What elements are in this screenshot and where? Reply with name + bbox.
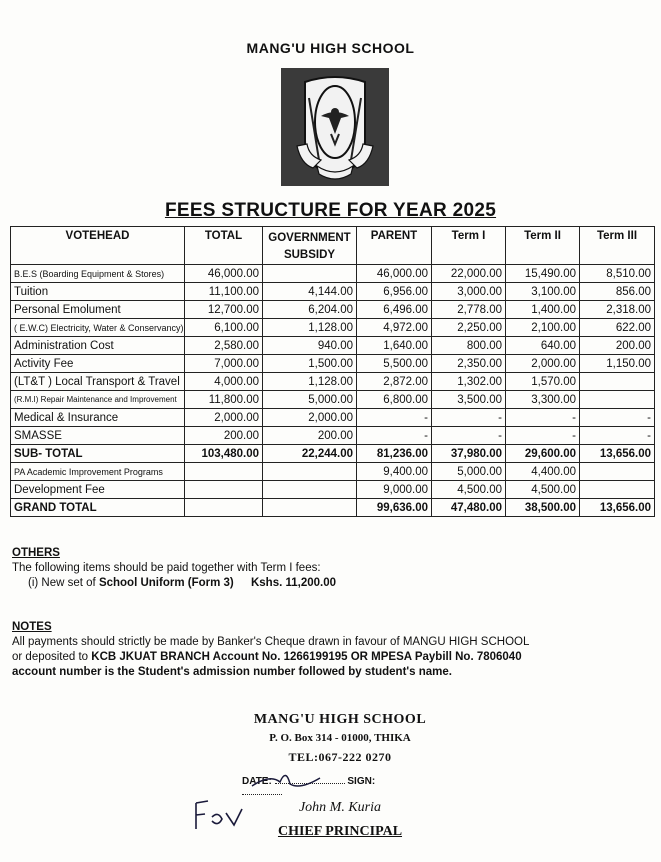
total-cell: 46,000.00 <box>185 265 263 283</box>
school-name-header: MANG'U HIGH SCHOOL <box>246 40 415 56</box>
parent-cell: 6,800.00 <box>357 391 432 409</box>
gov-cell: 1,500.00 <box>263 355 357 373</box>
table-row <box>11 265 655 283</box>
total-cell: 6,100.00 <box>185 319 263 337</box>
gov-cell: 2,000.00 <box>263 409 357 427</box>
col-government-subsidy: GOVERNMENT SUBSIDY <box>263 227 357 265</box>
grand-total-row <box>11 499 655 517</box>
gov-cell: 200.00 <box>263 427 357 445</box>
table-row <box>11 337 655 355</box>
term1-cell: 2,778.00 <box>432 301 506 319</box>
table-row <box>11 481 655 499</box>
col-total: TOTAL <box>185 227 263 265</box>
others-item-prefix: (i) New set of <box>28 577 99 589</box>
gov-cell: 1,128.00 <box>263 373 357 391</box>
table-row <box>11 283 655 301</box>
term3-cell: 2,318.00 <box>580 301 655 319</box>
table-row <box>11 427 655 445</box>
table-row <box>11 409 655 427</box>
total-cell <box>185 481 263 499</box>
term1-cell: 22,000.00 <box>432 265 506 283</box>
stamp-school-name: MANG'U HIGH SCHOOL <box>253 712 427 727</box>
table-row <box>11 373 655 391</box>
table-row <box>11 319 655 337</box>
parent-cell: 1,640.00 <box>357 337 432 355</box>
total-cell: 2,580.00 <box>185 337 263 355</box>
date-label: DATE: <box>242 776 272 787</box>
principal-title: CHIEF PRINCIPAL <box>277 824 403 839</box>
total-cell <box>185 463 263 481</box>
votehead-cell: Personal Emolument <box>11 301 185 319</box>
term1-cell: 1,302.00 <box>432 373 506 391</box>
term2-cell: 38,500.00 <box>506 499 580 517</box>
votehead-cell: PA Academic Improvement Programs <box>11 463 185 481</box>
votehead-cell: ( E.W.C) Electricity, Water & Conservancy) <box>11 319 185 337</box>
parent-cell: 81,236.00 <box>357 445 432 463</box>
votehead-cell: SMASSE <box>11 427 185 445</box>
parent-cell: 4,972.00 <box>357 319 432 337</box>
gov-cell: 4,144.00 <box>263 283 357 301</box>
parent-cell: 9,400.00 <box>357 463 432 481</box>
others-heading: OTHERS <box>12 547 60 559</box>
term2-cell: 15,490.00 <box>506 265 580 283</box>
gov-cell <box>263 265 357 283</box>
total-cell: 200.00 <box>185 427 263 445</box>
total-cell: 12,700.00 <box>185 301 263 319</box>
notes-line-1: All payments should strictly be made by Banker's Cheque drawn in favour of MANGU HIGH SCHOOL <box>12 636 530 648</box>
term3-cell <box>580 463 655 481</box>
parent-cell: 5,500.00 <box>357 355 432 373</box>
term3-cell: 1,150.00 <box>580 355 655 373</box>
gov-cell: 1,128.00 <box>263 319 357 337</box>
votehead-cell: (R.M.I) Repair Maintenance and Improvement <box>11 391 185 409</box>
others-section <box>12 546 336 591</box>
term1-cell: 800.00 <box>432 337 506 355</box>
votehead-cell: SUB- TOTAL <box>11 445 185 463</box>
stamp-address: P. O. Box 314 - 01000, THIKA <box>269 732 411 744</box>
notes-line-2 <box>12 650 652 665</box>
votehead-cell: Medical & Insurance <box>11 409 185 427</box>
gov-cell: 6,204.00 <box>263 301 357 319</box>
term2-cell: 3,300.00 <box>506 391 580 409</box>
school-crest-logo <box>281 68 389 186</box>
term3-cell <box>580 481 655 499</box>
term2-cell: 1,400.00 <box>506 301 580 319</box>
others-intro: The following items should be paid together with Term I fees: <box>12 562 321 574</box>
others-item-form: (Form 3) <box>184 577 234 589</box>
parent-cell: 99,636.00 <box>357 499 432 517</box>
sign-label: SIGN: <box>347 776 376 787</box>
votehead-cell: Administration Cost <box>11 337 185 355</box>
stamp-telephone: TEL:067-222 0270 <box>288 750 392 764</box>
notes-line-2-a: or deposited to <box>12 651 92 663</box>
term2-cell: 29,600.00 <box>506 445 580 463</box>
notes-heading: NOTES <box>12 621 52 633</box>
parent-cell: 6,956.00 <box>357 283 432 301</box>
term1-cell: 2,350.00 <box>432 355 506 373</box>
term1-cell: 3,000.00 <box>432 283 506 301</box>
term3-cell: 13,656.00 <box>580 445 655 463</box>
total-cell: 4,000.00 <box>185 373 263 391</box>
total-cell: 2,000.00 <box>185 409 263 427</box>
term2-cell: - <box>506 427 580 445</box>
others-item <box>12 576 336 591</box>
subtotal-row <box>11 445 655 463</box>
gov-cell: 5,000.00 <box>263 391 357 409</box>
table-row <box>11 463 655 481</box>
col-parent: PARENT <box>357 227 432 265</box>
total-cell <box>185 499 263 517</box>
parent-cell: 46,000.00 <box>357 265 432 283</box>
notes-section <box>12 620 652 680</box>
table-row <box>11 301 655 319</box>
parent-cell: - <box>357 427 432 445</box>
total-cell: 103,480.00 <box>185 445 263 463</box>
table-row <box>11 355 655 373</box>
gov-cell: 940.00 <box>263 337 357 355</box>
parent-cell: 2,872.00 <box>357 373 432 391</box>
notes-line-2-b: KCB JKUAT BRANCH Account No. 1266199195 OR MPESA Paybill No. 7806040 <box>91 651 522 663</box>
term3-cell: - <box>580 409 655 427</box>
term1-cell: - <box>432 409 506 427</box>
term1-cell: 3,500.00 <box>432 391 506 409</box>
gov-cell <box>263 481 357 499</box>
others-item-amount: Kshs. 11,200.00 <box>250 577 337 589</box>
term2-cell: - <box>506 409 580 427</box>
term2-cell: 3,100.00 <box>506 283 580 301</box>
term3-cell: 622.00 <box>580 319 655 337</box>
term3-cell <box>580 373 655 391</box>
fees-structure-title: FEES STRUCTURE FOR YEAR 2025 <box>164 200 497 221</box>
votehead-cell: (LT&T ) Local Transport & Travel <box>11 373 185 391</box>
col-votehead: VOTEHEAD <box>11 227 185 265</box>
term3-cell: 8,510.00 <box>580 265 655 283</box>
term3-cell: - <box>580 427 655 445</box>
votehead-cell: Activity Fee <box>11 355 185 373</box>
term2-cell: 2,100.00 <box>506 319 580 337</box>
term1-cell: - <box>432 427 506 445</box>
table-header-row <box>11 227 655 265</box>
term1-cell: 2,250.00 <box>432 319 506 337</box>
total-cell: 7,000.00 <box>185 355 263 373</box>
term2-cell: 2,000.00 <box>506 355 580 373</box>
parent-cell: - <box>357 409 432 427</box>
others-item-bold: School Uniform <box>98 577 185 589</box>
gov-cell <box>263 463 357 481</box>
term1-cell: 37,980.00 <box>432 445 506 463</box>
votehead-cell: Development Fee <box>11 481 185 499</box>
term2-cell: 4,500.00 <box>506 481 580 499</box>
handwritten-for-note <box>190 795 250 835</box>
total-cell: 11,100.00 <box>185 283 263 301</box>
term3-cell: 856.00 <box>580 283 655 301</box>
fees-table <box>10 226 655 517</box>
votehead-cell: Tuition <box>11 283 185 301</box>
principal-name: John M. Kuria <box>298 800 382 815</box>
notes-line-3: account number is the Student's admission number followed by student's name. <box>12 666 452 678</box>
parent-cell: 6,496.00 <box>357 301 432 319</box>
votehead-cell: B.E.S (Boarding Equipment & Stores) <box>11 265 185 283</box>
term3-cell <box>580 391 655 409</box>
total-cell: 11,800.00 <box>185 391 263 409</box>
term2-cell: 4,400.00 <box>506 463 580 481</box>
term2-cell: 640.00 <box>506 337 580 355</box>
table-row <box>11 391 655 409</box>
col-term-2: Term II <box>506 227 580 265</box>
gov-cell <box>263 499 357 517</box>
gov-cell: 22,244.00 <box>263 445 357 463</box>
term1-cell: 4,500.00 <box>432 481 506 499</box>
votehead-cell: GRAND TOTAL <box>11 499 185 517</box>
col-term-1: Term I <box>432 227 506 265</box>
term3-cell: 200.00 <box>580 337 655 355</box>
term1-cell: 47,480.00 <box>432 499 506 517</box>
col-term-3: Term III <box>580 227 655 265</box>
signature-scribble <box>250 764 330 794</box>
term3-cell: 13,656.00 <box>580 499 655 517</box>
term1-cell: 5,000.00 <box>432 463 506 481</box>
term2-cell: 1,570.00 <box>506 373 580 391</box>
parent-cell: 9,000.00 <box>357 481 432 499</box>
